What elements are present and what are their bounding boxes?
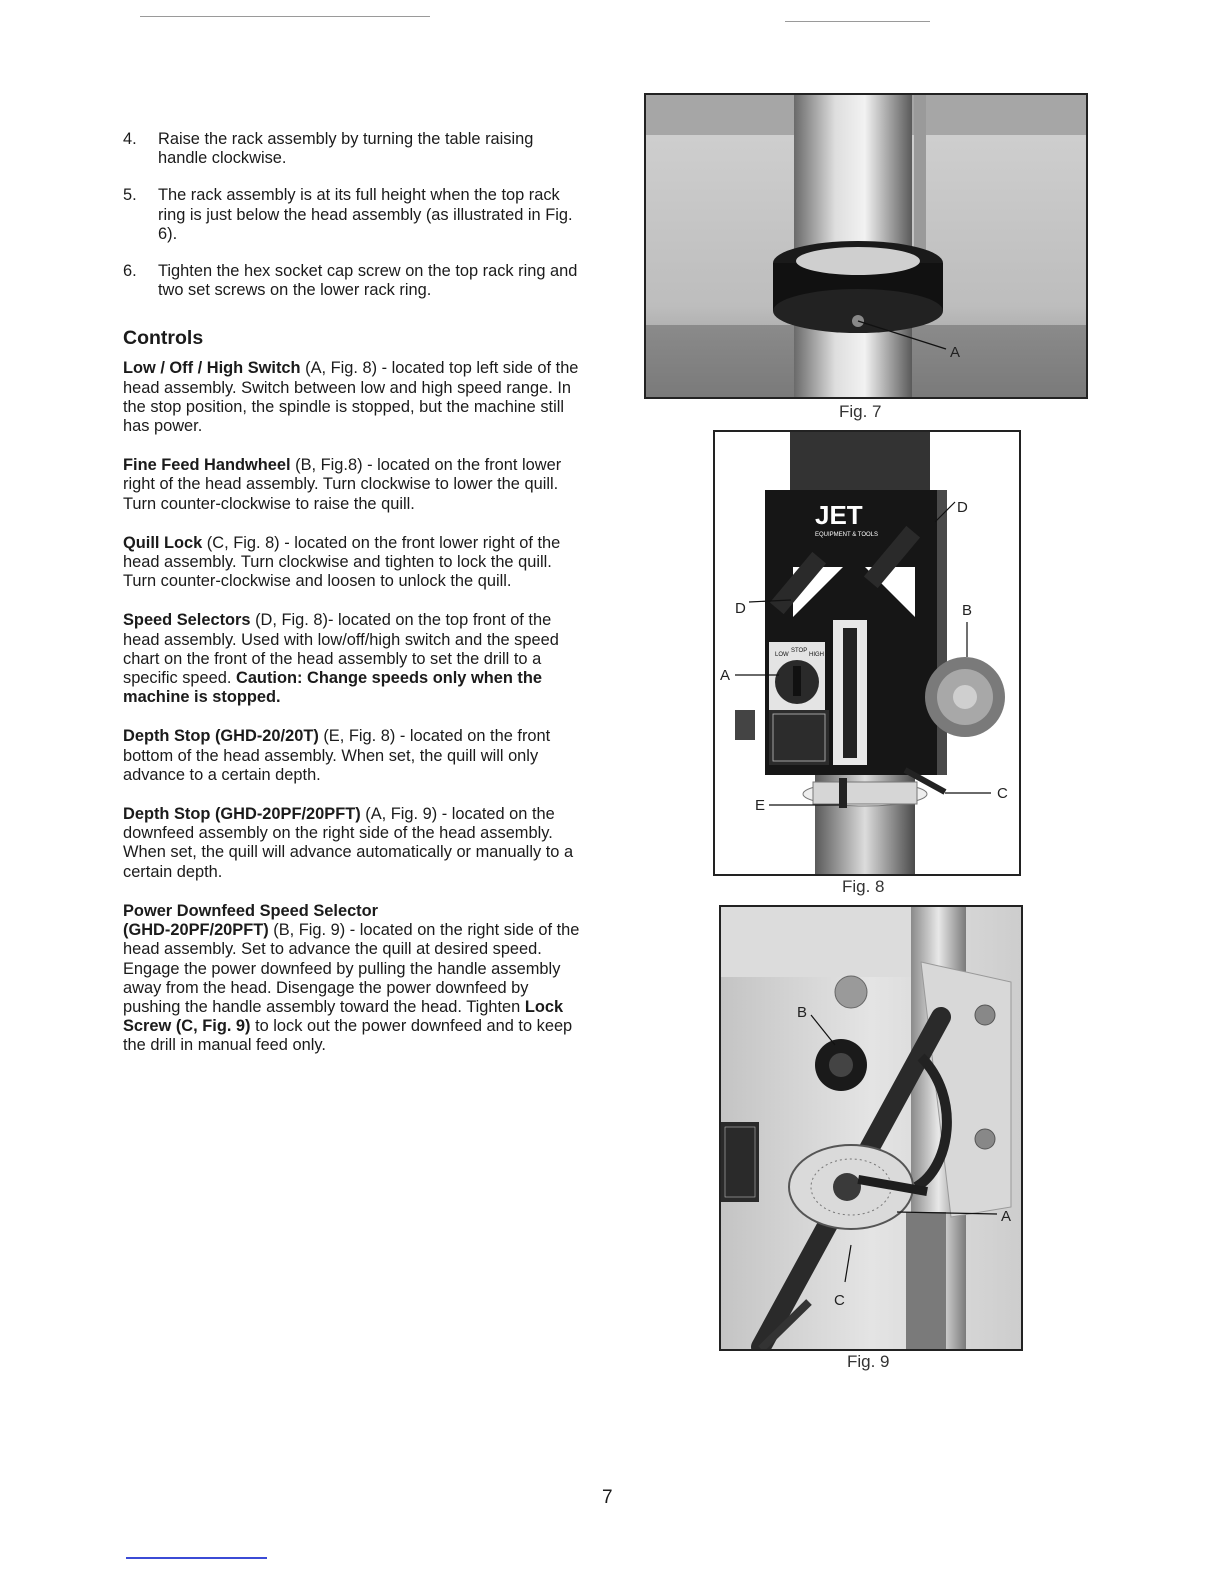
control-description: (D, Fig. 8)- located on the top front of the head assembly. Used with low/off/high switch and the speed chart on the front of the head assembly to set the drill to a specific speed. [123, 611, 559, 688]
control-depth-stop-20pft [123, 805, 583, 882]
callout-e: E [755, 797, 766, 814]
switch-high-label: HIGH [809, 652, 824, 658]
jet-logo: JET [815, 500, 863, 530]
control-description: (E, Fig. 8) - located on the front bottom of the head assembly. When set, the quill will only advance to a certain depth. [123, 727, 551, 784]
callout-a: A [720, 667, 731, 684]
figure-7-photo [644, 93, 1088, 399]
switch-stop-label: STOP [791, 648, 808, 654]
control-name: Depth Stop (GHD-20PF/20PFT) [123, 805, 361, 824]
step-number: 5. [123, 186, 137, 205]
figure-8-caption: Fig. 8 [842, 877, 885, 896]
scan-line-right [785, 21, 930, 22]
control-name: Depth Stop (GHD-20/20T) [123, 727, 319, 746]
control-description: (B, Fig. 9) - located on the right side of the head assembly. Set to advance the quill at desired speed. Engage the power downfeed by pulling the handle assembly away from the head. Disengage the power downfeed by pushing the handle assembly toward the head. Tighten [123, 921, 580, 1016]
callout-d-top: D [957, 499, 968, 516]
control-name: Low / Off / High Switch [123, 359, 301, 378]
page-number: 7 [602, 1487, 613, 1508]
scan-line-left [140, 16, 430, 17]
control-name: Quill Lock [123, 533, 203, 552]
figure-8-photo [713, 430, 1021, 876]
callout-b: B [962, 602, 973, 619]
figure-7-drawing [646, 95, 1086, 397]
step-text: Raise the rack assembly by turning the table raising handle clockwise. [158, 130, 534, 168]
controls-heading: Controls [123, 327, 204, 350]
figure-9-photo [719, 905, 1023, 1351]
control-description: (B, Fig.8) - located on the front lower right of the head assembly. Turn clockwise to lower the quill. Turn counter-clockwise to raise the quill. [123, 456, 562, 513]
control-description: (A, Fig. 8) - located top left side of the head assembly. Switch between low and high speed range. In the stop position, the spindle is stopped, but the machine still has power. [123, 359, 579, 436]
control-power-downfeed [123, 902, 583, 1056]
footer-underline [126, 1557, 267, 1559]
control-description: (C, Fig. 8) - located on the front lower right of the head assembly. Turn clockwise and tighten to lock the quill. Turn counter-clockwise and loosen to unlock the quill. [123, 533, 561, 591]
callout-a: A [950, 344, 961, 361]
control-quill-lock [123, 534, 583, 592]
control-description-end: to lock out the power downfeed and to keep the drill in manual feed only. [123, 1017, 573, 1055]
control-speed-selectors [123, 611, 583, 707]
callout-d-left: D [735, 600, 746, 617]
control-fine-feed-handwheel [123, 456, 583, 514]
step-4 [123, 130, 583, 168]
callout-c: C [997, 785, 1008, 802]
control-low-off-high-switch [123, 359, 583, 436]
control-name: Speed Selectors [123, 611, 251, 630]
figure-9-caption: Fig. 9 [847, 1352, 890, 1371]
text-column [123, 130, 583, 1076]
step-number: 4. [123, 130, 137, 148]
step-text: The rack assembly is at its full height when the top rack ring is just below the head assembly (as illustrated in Fig. 6). [158, 186, 573, 243]
step-6 [123, 262, 583, 300]
figure-9-drawing [721, 907, 1021, 1349]
figure-7-caption: Fig. 7 [839, 402, 882, 421]
figure-8-drawing [715, 432, 1019, 874]
control-description: (A, Fig. 9) - located on the downfeed assembly on the right side of the head assembly. When set, the quill will advance automatically or manually to a certain depth. [123, 805, 574, 881]
jet-logo-sub: EQUIPMENT & TOOLS [815, 532, 879, 538]
caution-text: Caution: Change speeds only when the machine is stopped. [123, 669, 542, 707]
step-5 [123, 186, 583, 244]
control-model: (GHD-20PF/20PFT) [123, 921, 269, 940]
control-name: Power Downfeed Speed Selector [123, 901, 379, 920]
switch-low-label: LOW [775, 652, 789, 658]
control-name: Fine Feed Handwheel [123, 456, 291, 475]
step-text: Tighten the hex socket cap screw on the top rack ring and two set screws on the lower rack ring. [158, 262, 578, 300]
step-number: 6. [123, 262, 137, 281]
callout-b: B [797, 1004, 808, 1021]
control-depth-stop-20t [123, 727, 583, 785]
callout-a: A [1001, 1208, 1012, 1225]
lock-screw-label: Lock Screw (C, Fig. 9) [123, 997, 564, 1036]
callout-c: C [834, 1292, 845, 1309]
